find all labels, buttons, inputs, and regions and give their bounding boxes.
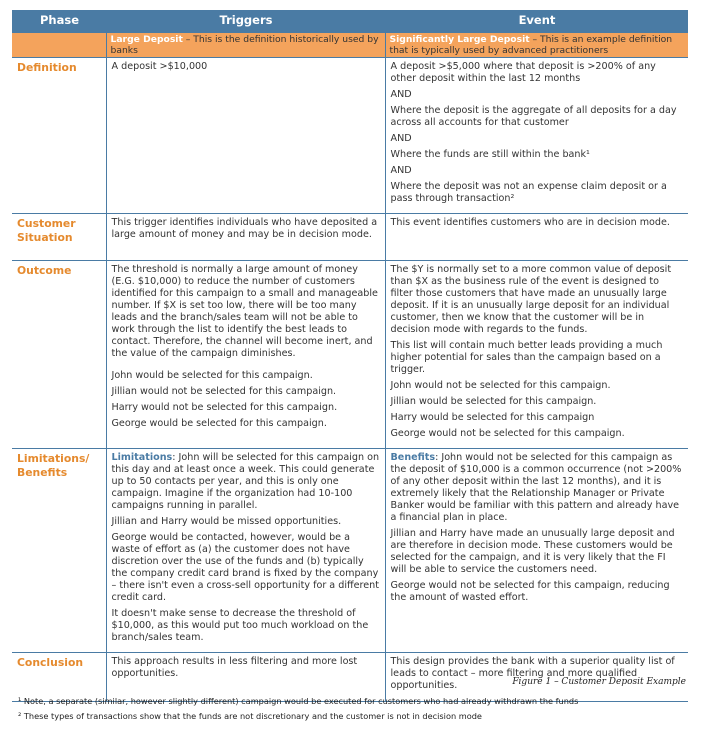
situation-trigger-text: This trigger identifies individuals who have deposited a large amount of money and may be in decision mode. [111,217,378,241]
benefits-event-body: : John would not be selected for this campaign as the deposit of $10,000 is a common occurrence (not >200% of any other deposit within the last 12 months), and it is extremely likely that the Relationship Manager or Private Banker would be familiar with this pattern and already have a financial plan in place. [390,452,682,524]
subheader-empty [12,33,106,58]
limitations-label: Limitations [111,452,173,464]
footnote-2: ² These types of transactions show that the funds are not discretionary and the customer is not in decision mode [18,711,482,721]
outcome-event-text: The $Y is normally set to a more common value of deposit than $X as the business rule of the event is designed to filter those customers that have made an unusually large deposit. If it is an unusually large deposit for an individual customer, then we know that the customer will be in decision mode with regards to the funds. [390,264,672,336]
limitations-row [12,449,688,653]
outcome-trigger-john: John would be selected for this campaign. [111,370,313,382]
limitations-trigger-text: Jillian and Harry would be missed opportunities. [111,516,342,528]
conclusion-trigger-text: This approach results in less filtering and more lost opportunities. [111,656,358,680]
figure-caption: Figure 1 – Customer Deposit Example [512,677,686,687]
limitations-event [385,449,688,653]
definition-event-text: Where the deposit was not an expense claim deposit or a pass through transaction² [390,181,667,205]
definition-event-and: AND [390,165,412,177]
header-event: Event [385,10,688,33]
outcome-trigger-jillian: Jillian would not be selected for this campaign. [111,386,337,398]
deposit-comparison-table [12,10,688,702]
outcome-triggers [106,261,385,449]
subheader-triggers [106,33,385,58]
definition-event-text: A deposit >$5,000 where that deposit is >200% of any other deposit within the last 12 months [390,61,656,85]
phase-conclusion: Conclusion [12,653,106,702]
situation-event-text: This event identifies customers who are in decision mode. [390,217,670,229]
situation-event [385,214,688,261]
subheader-triggers-desc: – This is the definition historically used by banks [110,34,379,56]
outcome-event-harry: Harry would be selected for this campaign [390,412,595,424]
footnote-1: ¹ Note, a separate (similar, however slightly different) campaign would be executed for customers who had already withdrawn the funds [18,696,579,706]
benefits-event-text: George would not be selected for this campaign, reducing the amount of wasted effort. [390,580,670,604]
limitations-trigger-text: It doesn't make sense to decrease the threshold of $10,000, as this would put too much workload on the branch/sales team. [111,608,369,644]
footnotes [18,694,578,724]
outcome-trigger-george: George would be selected for this campaign. [111,418,327,430]
definition-event-text: Where the deposit is the aggregate of all deposits for a day across all accounts for that customer [390,105,677,129]
limitations-trigger-text: George would be contacted, however, would be a waste of effort as (a) the customer does not have discretion over the use of the funds and (b) typically the company credit card brand is fixed by the company – there isn't even a cross-sell opportunity for a different credit card. [111,532,379,604]
outcome-event-text: This list will contain much better leads providing a much higher potential for sales than the campaign based on a trigger. [390,340,663,376]
definition-event-and: AND [390,133,412,145]
subheader-row [12,33,688,58]
outcome-event-george: George would not be selected for this campaign. [390,428,625,440]
definition-event-and: AND [390,89,412,101]
benefits-label: Benefits [390,452,436,464]
phase-limitations-benefits: Limitations/ Benefits [12,449,106,653]
limitations-trigger-body: : John will be selected for this campaign on this day and at least once a week. This could generate up to 50 contacts per year, and this is only one campaign. Imagine if the organization had 10-100 campaigns running in parallel. [111,452,380,512]
outcome-trigger-text: The threshold is normally a large amount of money (E.G. $10,000) to reduce the number of customers identified for this campaign to a small and manageable number. If $X is set too low, there will be too many leads and the branch/sales team will not be able to work through the list to identify the best leads to contact. Therefore, the channel will become inert, and the value of the campaign diminishes. [111,264,378,360]
outcome-trigger-harry: Harry would not be selected for this campaign. [111,402,338,414]
header-triggers: Triggers [106,10,385,33]
header-phase: Phase [12,10,106,33]
benefits-event-text [391,452,685,524]
limitations-triggers [106,449,385,653]
subheader-event-desc: – This is an example definition that is typically used by advanced practitioners [389,34,673,56]
definition-row [12,58,688,214]
outcome-event-jillian: Jillian would be selected for this campaign. [390,396,597,408]
subheader-triggers-title: Large Deposit [110,34,183,45]
subheader-event-title: Significantly Large Deposit [389,34,530,45]
definition-event-text: Where the funds are still within the bank¹ [390,149,590,161]
situation-row [12,214,688,261]
benefits-event-text: Jillian and Harry have made an unusually large deposit and are therefore in decision mode. These customers would be selected for the campaign, and it is very likely that the FI will be able to service the customers need. [390,528,675,576]
phase-definition: Definition [12,58,106,214]
definition-triggers [106,58,385,214]
phase-outcome: Outcome [12,261,106,449]
conclusion-event-text: This design provides the bank with a superior quality list of leads to contact – more filtering and more qualified opportunities. [390,656,675,692]
phase-customer-situation: Customer Situation [12,214,106,261]
situation-triggers [106,214,385,261]
limitations-trigger-text [112,452,381,512]
definition-event [385,58,688,214]
subheader-event [385,33,688,58]
header-row [12,10,688,33]
outcome-row [12,261,688,449]
outcome-event-john: John would not be selected for this campaign. [390,380,611,392]
outcome-event [385,261,688,449]
definition-trigger-text: A deposit >$10,000 [111,61,208,73]
